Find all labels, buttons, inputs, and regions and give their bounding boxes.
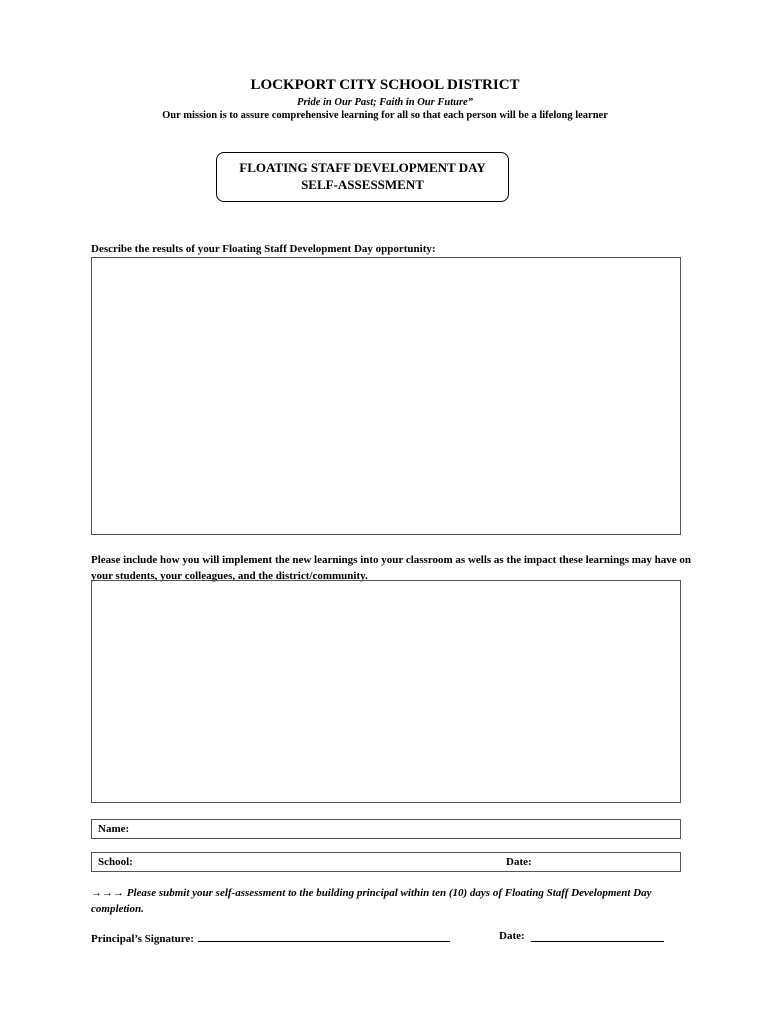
name-field[interactable]: [91, 819, 681, 839]
submission-instructions: →→→ Please submit your self-assessment to the building principal within ten (10) days of Floating Staff Development Day completion.: [91, 887, 652, 915]
form-title-box: [216, 152, 509, 202]
school-label: School:: [98, 856, 133, 868]
district-name: LOCKPORT CITY SCHOOL DISTRICT: [250, 77, 520, 93]
mission-statement: Our mission is to assure comprehensive learning for all so that each person will be a lifelong learner: [162, 110, 608, 121]
implementation-response-box[interactable]: [91, 580, 681, 803]
question-implementation-label: Please include how you will implement the new learnings into your classroom as wells as the impact these learnings may have on your students, your colleagues, and the district/community.: [91, 554, 692, 582]
question-results-label: Describe the results of your Floating Staff Development Day opportunity:: [91, 243, 436, 255]
form-title-line-1: FLOATING STAFF DEVELOPMENT DAY: [239, 160, 486, 175]
principal-signature-label: Principal’s Signature:: [91, 933, 194, 945]
principal-signature-row: [91, 930, 525, 945]
signature-date-label: Date:: [499, 930, 525, 942]
results-response-box[interactable]: [91, 257, 681, 535]
form-title-line-2: SELF-ASSESSMENT: [301, 177, 424, 192]
signature-date-line[interactable]: [531, 930, 664, 942]
school-date-field[interactable]: [91, 852, 681, 872]
name-label: Name:: [98, 823, 130, 835]
signature-line[interactable]: [198, 930, 450, 942]
date-label: Date:: [506, 856, 532, 868]
district-motto: Pride in Our Past; Faith in Our Future”: [297, 97, 473, 108]
